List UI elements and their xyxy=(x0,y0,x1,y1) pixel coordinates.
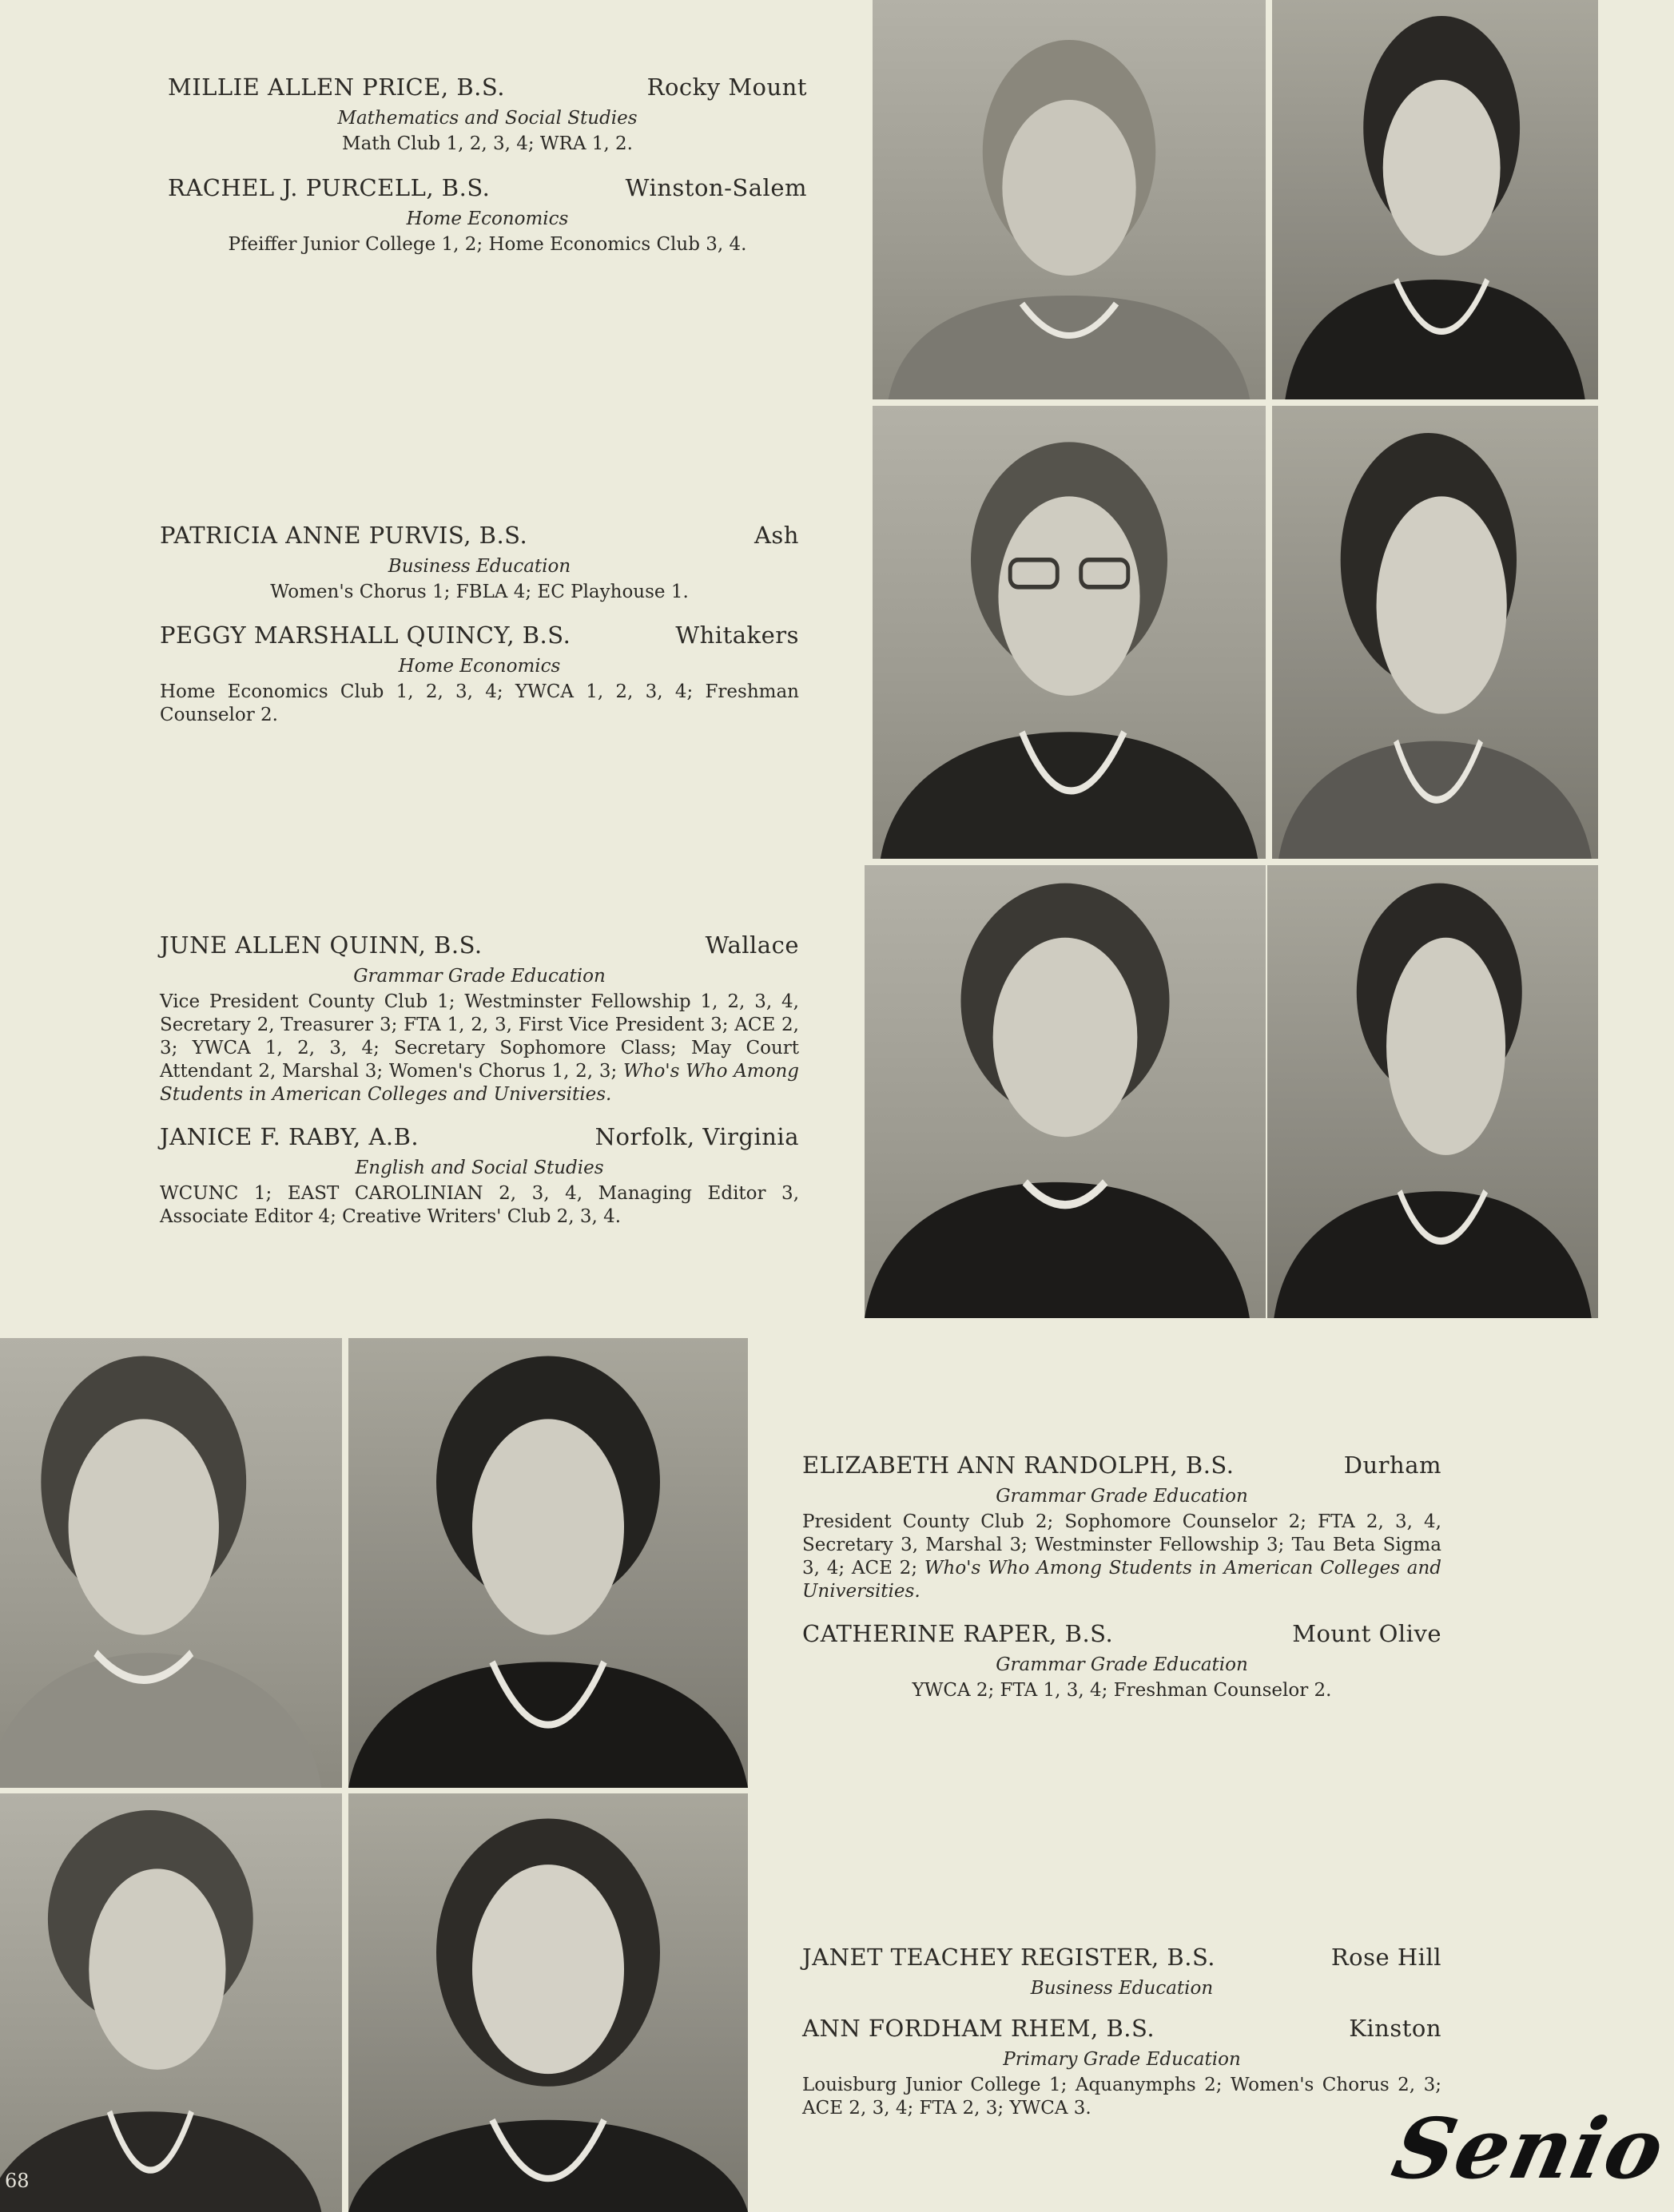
portrait-purvis xyxy=(873,406,1266,859)
portrait-purcell xyxy=(1272,0,1598,399)
portrait-quincy xyxy=(1272,406,1598,859)
major: English and Social Studies xyxy=(355,1158,604,1178)
major: Home Economics xyxy=(398,656,561,677)
hometown: Whitakers xyxy=(675,622,799,649)
entry-raby xyxy=(160,1123,799,1229)
student-name: PATRICIA ANNE PURVIS, B.S. xyxy=(160,522,528,549)
major: Mathematics and Social Studies xyxy=(337,108,638,129)
section-label: Senio xyxy=(1384,2099,1674,2198)
portrait-raper xyxy=(348,1338,748,1788)
entry-purcell xyxy=(168,174,807,256)
hometown: Kinston xyxy=(1349,2015,1441,2042)
major: Home Economics xyxy=(406,208,569,229)
major: Grammar Grade Education xyxy=(353,966,606,987)
major: Primary Grade Education xyxy=(1003,2049,1241,2070)
major: Business Education xyxy=(388,556,571,577)
student-name: CATHERINE RAPER, B.S. xyxy=(802,1620,1114,1647)
student-name: JANET TEACHEY REGISTER, B.S. xyxy=(802,1944,1215,1971)
portrait-register xyxy=(0,1793,342,2212)
portrait-raby xyxy=(1267,865,1598,1318)
hometown: Winston-Salem xyxy=(625,174,807,201)
portrait-price xyxy=(873,0,1266,399)
activities-text: President County Club 2; Sophomore Counselor 2; FTA 2, 3, 4, Secretary 3, Marshal 3; Westminster Fellowship 3; Tau Beta Sigma 3, 4; ACE 2; xyxy=(802,1511,1441,1579)
activities: Home Economics Club 1, 2, 3, 4; YWCA 1, 2, 3, 4; Freshman Counselor 2. xyxy=(160,681,799,725)
activities-text: Vice President County Club 1; Westminster Fellowship 1, 2, 3, 4, Secretary 2, Treasurer 3; FTA 1, 2, 3, First Vice President 3; ACE 2, 3; YWCA 1, 2, 3, 4; Secretary Sophomore Class; May Court Attendant 2, Marshal 3; Women's Chorus 1, 2, 3; xyxy=(160,991,799,1082)
hometown: Rocky Mount xyxy=(646,73,807,101)
page-number: 68 xyxy=(5,2170,30,2192)
entry-purvis xyxy=(160,522,799,604)
hometown: Mount Olive xyxy=(1292,1620,1441,1647)
hometown: Ash xyxy=(753,522,799,549)
honor-text: Who's Who Among Students in American Colleges and Universities. xyxy=(802,1558,1442,1602)
hometown: Rose Hill xyxy=(1330,1944,1441,1971)
entry-quinn xyxy=(160,931,799,1106)
activities xyxy=(802,1511,1441,1603)
activities: Louisburg Junior College 1; Aquanymphs 2; Women's Chorus 2, 3; ACE 2, 3, 4; FTA 2, 3; YWCA 3. xyxy=(802,2075,1441,2119)
entry-price xyxy=(168,73,807,156)
student-name: RACHEL J. PURCELL, B.S. xyxy=(168,174,491,201)
activities: Women's Chorus 1; FBLA 4; EC Playhouse 1. xyxy=(270,582,689,602)
entry-rhem xyxy=(802,2015,1441,2120)
major: Business Education xyxy=(1030,1978,1214,1999)
activities xyxy=(160,991,799,1106)
portrait-rhem xyxy=(348,1793,748,2212)
portrait-randolph xyxy=(0,1338,342,1788)
activities: Math Club 1, 2, 3, 4; WRA 1, 2. xyxy=(342,133,633,154)
portrait-quinn xyxy=(865,865,1266,1318)
entry-quincy xyxy=(160,622,799,727)
major: Grammar Grade Education xyxy=(996,1654,1248,1675)
student-name: JUNE ALLEN QUINN, B.S. xyxy=(160,931,483,959)
activities: Pfeiffer Junior College 1, 2; Home Economics Club 3, 4. xyxy=(228,234,747,255)
entry-randolph xyxy=(802,1452,1441,1603)
activities: WCUNC 1; EAST CAROLINIAN 2, 3, 4, Managing Editor 3, Associate Editor 4; Creative Writers' Club 2, 3, 4. xyxy=(160,1183,799,1227)
major: Grammar Grade Education xyxy=(996,1486,1248,1507)
activities: YWCA 2; FTA 1, 3, 4; Freshman Counselor 2. xyxy=(912,1680,1332,1701)
student-name: MILLIE ALLEN PRICE, B.S. xyxy=(168,73,505,101)
student-name: JANICE F. RABY, A.B. xyxy=(160,1123,419,1150)
entry-register xyxy=(802,1944,1441,2001)
honor-text: Who's Who Among Students in American Colleges and Universities. xyxy=(160,1061,799,1105)
hometown: Wallace xyxy=(705,931,799,959)
student-name: PEGGY MARSHALL QUINCY, B.S. xyxy=(160,622,571,649)
entry-raper xyxy=(802,1620,1441,1702)
hometown: Norfolk, Virginia xyxy=(594,1123,799,1150)
student-name: ELIZABETH ANN RANDOLPH, B.S. xyxy=(802,1452,1235,1479)
hometown: Durham xyxy=(1343,1452,1441,1479)
student-name: ANN FORDHAM RHEM, B.S. xyxy=(802,2015,1155,2042)
